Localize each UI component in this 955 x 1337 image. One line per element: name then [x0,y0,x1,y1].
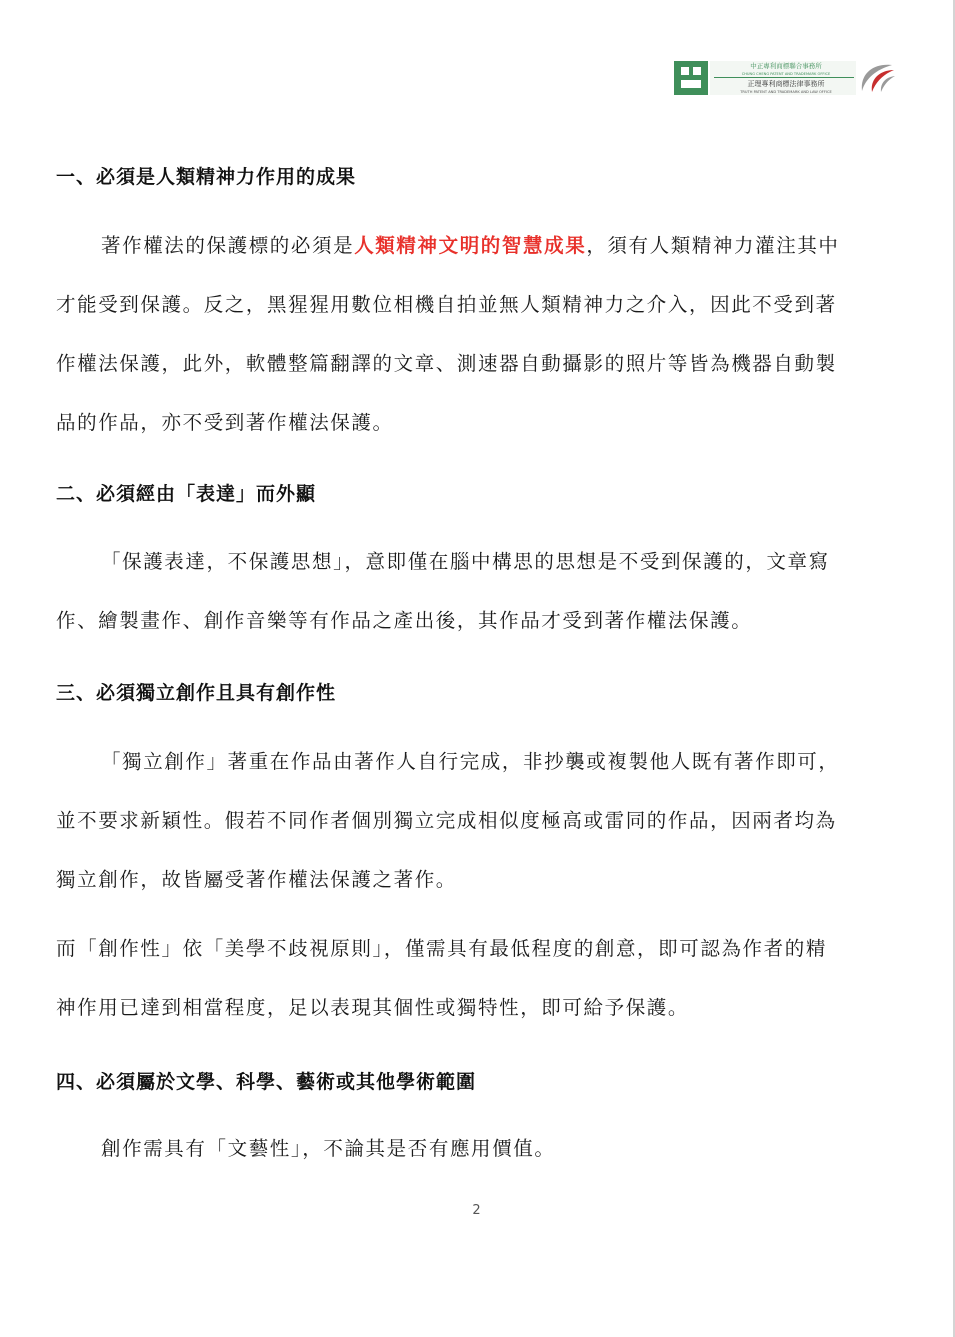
paragraph-line: 才能受到保護。反之，黑猩猩用數位相機自拍並無人類精神力之介入，因此不受到著 [56,293,837,316]
paragraph-line: 而「創作性」依「美學不歧視原則」，僅需具有最低程度的創意，即可認為作者的精 [56,937,827,960]
section-heading-1: 一、必須是人類精神力作用的成果 [56,166,357,188]
paragraph-line: 作、繪製畫作、創作音樂等有作品之產出後，其作品才受到著作權法保護。 [56,609,753,632]
paragraph-line: 「保護表達，不保護思想」，意即僅在腦中構思的思想是不受到保護的，文章寫 [101,550,830,573]
section-heading-4: 四、必須屬於文學、科學、藝術或其他學術範圍 [56,1071,477,1093]
section-3-paragraph-1 [56,732,892,909]
logo-name-cn-2: 正理專利商標法律事務所 [747,80,825,88]
paragraph-line: 神作用已達到相當程度，足以表現其個性或獨特性，即可給予保護。 [56,996,690,1019]
logo-name-en-1: CHUNG CHENG PATENT AND TRADEMARK OFFICE [741,72,831,76]
logo-name-cn-1: 中正專利商標聯合事務所 [750,62,822,70]
paragraph-line: 並不要求新穎性。假若不同作者個別獨立完成相似度極高或雷同的作品，因兩者均為 [56,809,837,832]
logo-swoosh-icon [862,65,895,92]
paragraph-line: 作權法保護，此外，軟體整篇翻譯的文章、測速器自動攝影的照片等皆為機器自動製 [56,352,837,375]
logo-name-en-2: TRUTH PATENT AND TRADEMARK AND LAW OFFICE [740,90,832,94]
paragraph-line: 「獨立創作」著重在作品由著作人自行完成，非抄襲或複製他人既有著作即可， [101,750,840,773]
section-1-paragraph [56,216,892,452]
paragraph-line: 獨立創作，故皆屬受著作權法保護之著作。 [56,868,457,891]
paragraph-line [56,216,892,275]
highlighted-text: 人類精神文明的智慧成果 [354,234,587,257]
section-3-paragraph-2 [56,919,892,1037]
logo-green-square [674,61,708,95]
section-heading-3: 三、必須獨立創作且具有創作性 [56,682,337,704]
page-number: 2 [472,1203,481,1218]
firm-logo [674,61,896,97]
firm-logo-graphic [674,61,896,97]
section-4-paragraph [56,1119,892,1178]
section-2-paragraph [56,532,892,650]
line-text: ，須有人類精神力灌注其中 [586,234,840,257]
line-text: 著作權法的保護標的必須是 [101,234,355,257]
section-heading-2: 二、必須經由「表達」而外顯 [56,483,317,505]
paragraph-line: 創作需具有「文藝性」，不論其是否有應用價值。 [101,1137,556,1160]
paragraph-line: 品的作品，亦不受到著作權法保護。 [56,411,394,434]
